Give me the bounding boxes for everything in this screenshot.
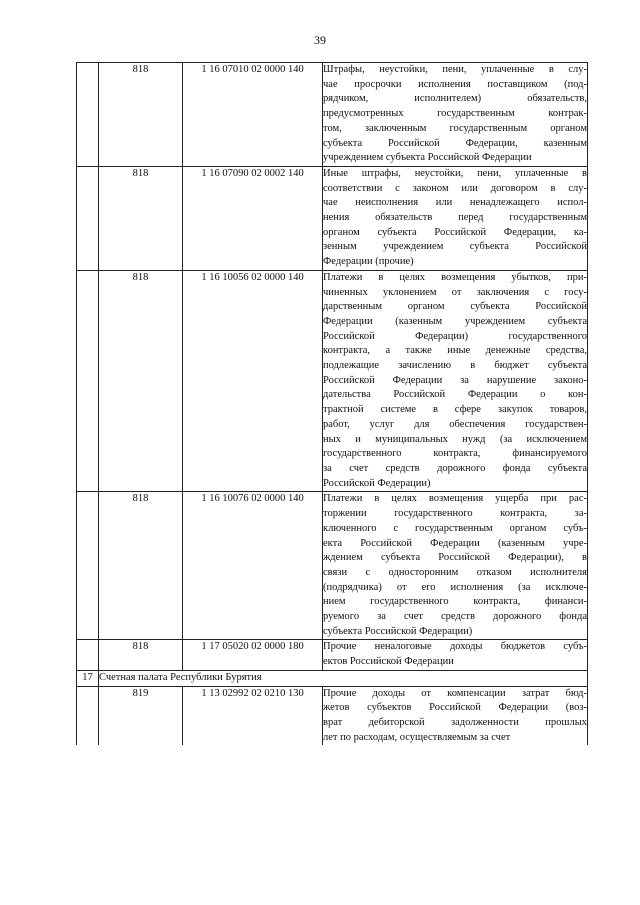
description-line: субъекта Российской Федерации, казенным bbox=[323, 137, 587, 149]
description-line: Прочие неналоговые доходы бюджетов субъ- bbox=[323, 641, 587, 653]
description-line: чае просрочки исполнения поставщиком (под- bbox=[323, 78, 587, 90]
description-line: чае неисполнения или ненадлежащего испол- bbox=[323, 197, 587, 209]
number-cell bbox=[77, 166, 99, 270]
admin-code-cell bbox=[99, 640, 183, 670]
description-line: жетов субъектов Российской Федерации (воз- bbox=[323, 702, 587, 714]
description-line: дарственным органом субъекта Российской bbox=[323, 301, 587, 313]
description-line: органом субъекта Российской Федерации, ка- bbox=[323, 226, 587, 238]
description-line: ключенного с государственным органом субъ- bbox=[323, 522, 587, 534]
admin-code: 818 bbox=[132, 271, 149, 283]
admin-code: 818 bbox=[132, 167, 149, 179]
description-line: Платежи в целях возмещения ущерба при рас- bbox=[323, 493, 587, 505]
kbk-code: 1 16 07010 02 0000 140 bbox=[201, 64, 304, 75]
description-cell bbox=[323, 686, 588, 745]
description-line: дательства Российской Федерации о кон- bbox=[323, 389, 587, 401]
table-row bbox=[77, 640, 588, 670]
table-row bbox=[77, 270, 588, 492]
description-line: ных и муниципальных нужд (за исключением bbox=[323, 433, 587, 445]
description-cell bbox=[323, 270, 588, 492]
revenue-codes-table bbox=[76, 62, 588, 745]
kbk-cell bbox=[183, 270, 323, 492]
description-line: Иные штрафы, неустойки, пени, уплаченные в bbox=[323, 167, 587, 179]
group-number: 17 bbox=[82, 671, 93, 683]
kbk-cell bbox=[183, 640, 323, 670]
admin-code-cell bbox=[99, 686, 183, 745]
kbk-cell bbox=[183, 686, 323, 745]
description-line: Федерации (казенным учреждением субъекта bbox=[323, 315, 587, 327]
group-number-cell bbox=[77, 670, 99, 686]
description-line: том, заключенным государственным органом bbox=[323, 122, 587, 134]
page-number: 39 bbox=[314, 33, 326, 47]
kbk-code: 1 16 10056 02 0000 140 bbox=[201, 271, 304, 283]
description-cell bbox=[323, 63, 588, 167]
kbk-cell bbox=[183, 492, 323, 640]
description-line: екта Российской Федерации (казенным учре- bbox=[323, 537, 587, 549]
description-line: Платежи в целях возмещения убытков, при- bbox=[323, 271, 587, 283]
description-line: руемого за счет средств дорожного фонда bbox=[323, 611, 587, 623]
description-line: лет по расходам, осуществляемым за счет bbox=[323, 731, 511, 743]
description-line: нения обязательств перед государственным bbox=[323, 212, 587, 224]
description-line: нием государственного контракта, финанси- bbox=[323, 596, 587, 608]
admin-code-cell bbox=[99, 166, 183, 270]
description-line: подлежащие зачислению в бюджет субъекта bbox=[323, 360, 587, 372]
table-row bbox=[77, 166, 588, 270]
description-line: ждением субъекта Российской Федерации), в bbox=[323, 552, 587, 564]
description-line: чиненных уклонением от заключения с госу- bbox=[323, 286, 587, 298]
kbk-cell bbox=[183, 166, 323, 270]
description-line: (подрядчика) от его исполнения (за исключе- bbox=[323, 581, 587, 593]
admin-code: 818 bbox=[132, 493, 149, 505]
description-line: ектов Российской Федерации bbox=[323, 656, 454, 668]
admin-code-cell bbox=[99, 492, 183, 640]
kbk-code: 1 16 07090 02 0002 140 bbox=[201, 167, 304, 179]
table-row bbox=[77, 686, 588, 745]
description-line: Российской Федерации) государственного bbox=[323, 330, 587, 342]
kbk-cell bbox=[183, 63, 323, 167]
description-line: работ, услуг для обеспечения государствен- bbox=[323, 418, 587, 430]
group-title: Счетная палата Республики Бурятия bbox=[99, 671, 262, 683]
description-cell bbox=[323, 492, 588, 640]
description-line: Российской Федерации) bbox=[323, 477, 431, 489]
description-line: соответствии с законом или договором в слу- bbox=[323, 182, 587, 194]
description-line: субъекта Российской Федерации) bbox=[323, 625, 473, 637]
description-cell bbox=[323, 640, 588, 670]
table-body bbox=[77, 63, 588, 746]
description-line: государственного контракта, финансируемого bbox=[323, 448, 587, 460]
admin-code-cell bbox=[99, 63, 183, 167]
description-line: Федерации (прочие) bbox=[323, 256, 414, 268]
number-cell bbox=[77, 492, 99, 640]
group-title-cell bbox=[99, 670, 588, 686]
admin-code: 819 bbox=[132, 687, 149, 699]
description-line: за счет средств дорожного фонда субъекта bbox=[323, 462, 587, 474]
admin-code-cell bbox=[99, 270, 183, 492]
admin-code: 818 bbox=[132, 641, 149, 653]
admin-code: 818 bbox=[132, 64, 149, 75]
kbk-code: 1 13 02992 02 0210 130 bbox=[201, 687, 304, 699]
number-cell bbox=[77, 686, 99, 745]
kbk-code: 1 16 10076 02 0000 140 bbox=[201, 493, 304, 505]
table-row bbox=[77, 63, 588, 167]
description-line: зенным учреждением субъекта Российской bbox=[323, 241, 587, 253]
description-line: рядчиком, исполнителем) обязательств, bbox=[323, 93, 587, 105]
table-row bbox=[77, 492, 588, 640]
description-line: трактной системе в сфере закупок товаров, bbox=[323, 404, 587, 416]
number-cell bbox=[77, 270, 99, 492]
description-line: Прочие доходы от компенсации затрат бюд- bbox=[323, 687, 587, 699]
description-line: Российской Федерации за нарушение законо- bbox=[323, 374, 587, 386]
number-cell bbox=[77, 63, 99, 167]
kbk-code: 1 17 05020 02 0000 180 bbox=[201, 641, 304, 653]
description-line: врат дебиторской задолженности прошлых bbox=[323, 716, 587, 728]
description-line: предусмотренных государственным контрак- bbox=[323, 108, 587, 120]
number-cell bbox=[77, 640, 99, 670]
description-line: связи с односторонним отказом исполнителя bbox=[323, 566, 587, 578]
description-line: Штрафы, неустойки, пени, уплаченные в слу- bbox=[323, 64, 587, 75]
description-line: торжении государственного контракта, за- bbox=[323, 508, 587, 520]
description-cell bbox=[323, 166, 588, 270]
group-row bbox=[77, 670, 588, 686]
description-line: учреждением субъекта Российской Федерации bbox=[323, 152, 532, 164]
description-line: контракта, а также иные денежные средства, bbox=[323, 345, 587, 357]
